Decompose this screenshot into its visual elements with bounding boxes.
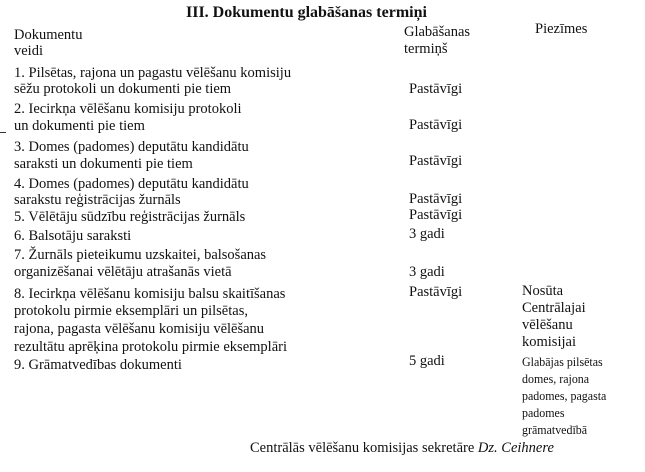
row-9-note-line-4: padomes [522,405,565,420]
row-6-term: 3 gadi [409,226,445,242]
margin-mark [0,132,6,133]
row-9-line-1: 9. Grāmatvedības dokumenti [14,357,182,373]
row-1-term: Pastāvīgi [409,81,463,97]
signature-role: Centrālās vēlēšanu komisijas sekretāre [250,440,475,456]
header-retention-line1: Glabāšanas [404,24,471,40]
header-retention-line2: termiņš [404,41,448,57]
row-7-line-2: organizēšanai vēlētāju atrašanās vietā [14,264,232,280]
row-1-line-1: 1. Pilsētas, rajona un pagastu vēlēšanu komisiju [14,65,292,81]
header-notes: Piezīmes [535,21,588,37]
header-document-types-line1: Dokumentu [14,27,83,43]
row-3-term: Pastāvīgi [409,153,463,169]
row-8-note-line-3: vēlēšanu [522,317,573,333]
row-2-term: Pastāvīgi [409,117,463,133]
row-8-note-line-4: komisijai [522,334,576,350]
row-3-line-2: saraksti un dokumenti pie tiem [14,156,193,172]
row-8-line-3: rajona, pagasta vēlēšanu komisiju vēlēšanu [14,321,265,337]
row-9-note-line-1: Glabājas pilsētas [522,354,603,369]
header-document-types-line2: veidi [14,43,43,59]
row-8-term: Pastāvīgi [409,284,463,300]
row-8-line-1: 8. Iecirkņa vēlēšanu komisiju balsu skaitīšanas [14,286,286,302]
row-2-line-1: 2. Iecirkņa vēlēšanu komisiju protokoli [14,101,242,117]
row-4-line-1: 4. Domes (padomes) deputātu kandidātu [14,176,249,192]
document-title: III. Dokumentu glabāšanas termiņi [186,4,427,21]
row-8-note-line-2: Centrālajai [522,300,586,316]
row-4-line-2: sarakstu reģistrācijas žurnāls [14,192,181,208]
signature-name: Dz. Ceihnere [477,440,554,456]
row-9-note-line-3: padomes, pagasta [522,388,607,403]
row-6-line-1: 6. Balsotāju saraksti [14,228,132,244]
row-5-line-1: 5. Vēlētāju sūdzību reģistrācijas žurnāls [14,209,246,225]
row-4-term: Pastāvīgi [409,191,463,207]
row-1-line-2: sēžu protokoli un dokumenti pie tiem [14,81,232,97]
row-2-line-2: un dokumenti pie tiem [14,118,145,134]
row-8-line-4: rezultātu aprēķina protokolu pirmie eksemplāri [14,339,287,355]
row-3-line-1: 3. Domes (padomes) deputātu kandidātu [14,139,249,155]
row-8-note-line-1: Nosūta [522,283,564,299]
row-5-term: Pastāvīgi [409,207,463,223]
row-9-term: 5 gadi [409,353,445,369]
signature-line [250,441,554,456]
row-9-note-line-5: grāmatvedībā [522,422,588,437]
row-7-term: 3 gadi [409,264,445,280]
row-9-note-line-2: domes, rajona [522,371,590,386]
row-7-line-1: 7. Žurnāls pieteikumu uzskaitei, balsošanas [14,247,267,263]
row-8-line-2: protokolu pirmie eksemplāri un pilsētas, [14,303,248,319]
